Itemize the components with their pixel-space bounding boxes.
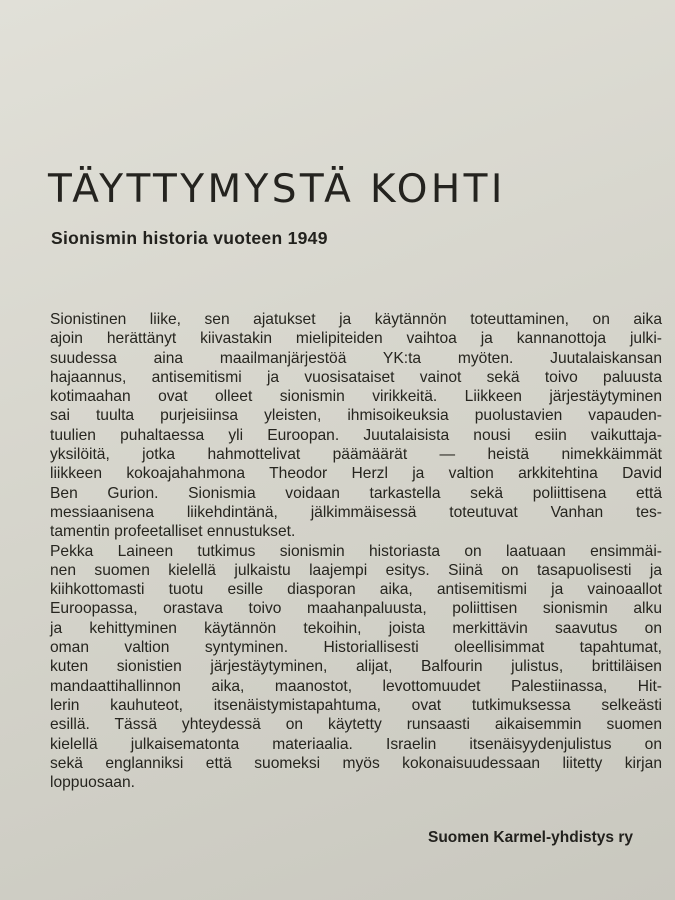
blurb-line: Euroopassa, orastava toivo maahanpaluusta, poliittisen sionismin alku [50,600,662,618]
blurb-line: ajoin herättänyt kiivastakin mielipiteiden vaihtoa ja kannanottoja julki- [50,330,662,348]
blurb-line: mandaattihallinnon aika, maanostot, levottomuudet Palestiinassa, Hit- [50,677,662,695]
blurb-line: sekä englanniksi että suomeksi myös kokonaisuudessaan liitetty kirjan [50,754,662,772]
blurb-line: nen suomen kielellä julkaistu laajempi esitys. Siinä on tasapuolisesti ja [50,561,662,579]
blurb-line: messiaanisena liikehdintänä, jälkimmäisessä toteutuvat Vanhan tes- [50,503,662,521]
blurb-line: kuten sionistien järjestäytyminen, alijat, Balfourin julistus, brittiläisen [50,658,662,676]
publisher-signature: Suomen Karmel-yhdistys ry [427,829,633,846]
blurb-line: kielellä julkaisematonta materiaalia. Israelin itsenäisyydenjulistus on [50,735,662,753]
blurb-line: kiihkottomasti tuotu esille diasporan aika, antisemitismi ja vainoaallot [50,581,662,599]
blurb-line: Sionistinen liike, sen ajatukset ja käytännön toteuttaminen, on aika [50,311,662,328]
blurb-line: lerin kauhuteot, itsenäistymistapahtuma, ovat tutkimuksessa selkeästi [50,696,662,714]
blurb-line: kotimaahan ovat olleet sionismin virikkeitä. Liikkeen järjestäytyminen [50,388,662,406]
blurb-line: hajaannus, antisemitismi ja vuosisataiset vainot sekä toivo paluusta [50,368,662,386]
blurb-line: Pekka Laineen tutkimus sionismin historiasta on laatuaan ensimmäi- [50,542,662,560]
book-title: TÄYTTYMYSTÄ KOHTI [48,167,506,212]
blurb-line: ja kehittyminen käytännön tekoihin, joista merkittävin saavutus on [50,619,662,637]
blurb-line: liikkeen kokoajahahmona Theodor Herzl ja valtion arkkitehtina David [50,465,662,483]
blurb-line: Ben Gurion. Sionismia voidaan tarkastella sekä poliittisena että [50,484,662,502]
blurb-line: tamentin profeetalliset ennustukset. [50,523,296,541]
blurb-line: tuulien puhaltaessa yli Euroopan. Juutalaisista nousi esiin vaikuttaja- [50,426,662,444]
blurb-line: yksilöitä, jotka hahmottelivat päämäärät — heistä nimekkäimmät [50,446,662,464]
blurb-line: esillä. Tässä yhteydessä on käytetty runsaasti aikaisemmin suomen [50,716,662,734]
blurb-line: loppuosaan. [50,774,135,792]
book-subtitle: Sionismin historia vuoteen 1949 [51,228,328,248]
blurb-text [50,310,662,792]
blurb-line: suudessa aina maailmanjärjestöä YK:ta myöten. Juutalaiskansan [50,349,662,367]
blurb-line: oman valtion syntyminen. Historiallisesti oleellisimmat tapahtumat, [50,639,662,657]
blurb-line: sai tuulta purjeisiinsa yleisten, ihmisoikeuksia puolustavien vapauden- [50,407,662,425]
